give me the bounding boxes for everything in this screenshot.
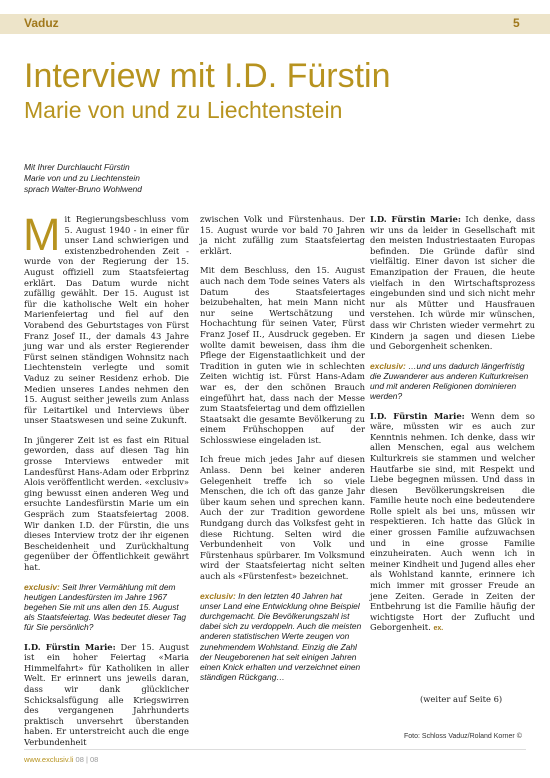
- question-text: Seit Ihrer Vermählung mit dem heutigen Landesfürsten im Jahre 1967 begehen Sie mit uns allen den 15. August als Staatsfeiertag. Was bedeutet dieser Tag für Sie persönlich?: [24, 581, 187, 633]
- interview-question: [370, 361, 535, 402]
- question-label: exclusiv:: [370, 360, 406, 371]
- paragraph-text: it Regierungsbeschluss vom 5. August 1940 - in einer für unser Land schwierigen und existenzbedrohenden Zeit - wurde von der Regierung der 15. August offiziell zum Staatsfeiertag erklärt. Das Datum wurde nicht zufällig gewählt. Der 15. August ist für die katholische Welt ein hoher Marienfeiertag und fiel auf den Vorabend des Geburtstages von Fürst Franz Josef II., der damals 43 Jahre jung war und als erster Regierender Fürst seinen ständigen Wohnsitz nach Liechtenstein verlegte und somit Vaduz zu seiner Residenz erhob. Die Medien unseres Landes nehmen den 15. August seither jeweils zum Anlass für Leitartikel und Interviews über unser Staatswesen und seine Zukunft.: [24, 214, 189, 426]
- intro-line: Mit Ihrer Durchlaucht Fürstin: [24, 162, 130, 172]
- interview-question: [24, 582, 189, 633]
- paragraph: zwischen Volk und Fürstenhaus. Der 15. August wurde vor bald 70 Jahren ja nicht zufällig zum Staatsfeiertag erklärt.: [200, 214, 365, 256]
- paragraph: Ich freue mich jedes Jahr auf diesen Anlass. Denn bei keiner anderen Gelegenheit treffe ich so viele Menschen, die ich oft das ganze Jahr über kaum sehen und sprechen kann. Auch der zur Tradition gewordene Rundgang durch das Volksfest geht in diese Richtung. Selten wird die Verbundenheit von Volk und Fürstenhaus spürbarer. Im Volksmund wird der Staatsfeiertag nicht selten auch als «Fürstenfest» bezeichnet.: [200, 454, 365, 581]
- interview-answer: [370, 411, 535, 635]
- answer-text: Wenn dem so wäre, müssten wir es auch zur Kenntnis nehmen. Ich denke, dass wir allen Menschen, egal aus welchem Kulturkreis sie stammen und welcher Hautfarbe sie sind, mit Respekt und Liebe begegnen müssen. Und dass in diesen Bevölkerungskreisen die Familie heute noch eine bedeutendere Rolle spielt als bei uns, müssen wir respektieren. Ich hatte das Glück in einer grossen Familie aufzuwachsen und in eine grosse Familie einzuheiraten. Auch wenn ich in meiner Kindheit und Jugend alles eher als Wohlstand kannte, erinnere ich mich immer mit grosser Freude an jene Zeiten. Gerade in Zeiten der Entbehrung ist die Familie häufig der wichtigste Hort der Zuflucht und Geborgenheit.: [370, 410, 535, 633]
- footer: [24, 755, 98, 764]
- answer-speaker: I.D. Fürstin Marie:: [24, 641, 116, 652]
- answer-speaker: I.D. Fürstin Marie:: [370, 410, 465, 421]
- photo-credit: Foto: Schloss Vaduz/Roland Korner ©: [404, 733, 522, 740]
- answer-text: Ich denke, dass wir uns da leider in Gesellschaft mit den meisten Industriestaaten Europas befinden. Die Gründe dafür sind vielfältig. Einer davon ist sicher die Emanzipation der Frauen, die heute vielfach in den Wirtschaftsprozess eingebunden sind und sich nicht mehr nur als Mütter und Hausfrauen verstehen. Ich würde mir wünschen, dass wir Christen wieder vermehrt zu Kindern ja sagen und diesen Liebe und Geborgenheit schenken.: [370, 214, 535, 352]
- intro-byline: [24, 162, 274, 195]
- footer-url[interactable]: www.exclusiv.li: [24, 755, 74, 764]
- intro-line: sprach Walter-Bruno Wohlwend: [24, 184, 142, 194]
- continued-note: (weiter auf Seite 6): [420, 694, 503, 704]
- question-text: In den letzten 40 Jahren hat unser Land eine Entwicklung ohne Beispiel durchgemacht. Die Bevölkerungszahl ist dabei sich zu verdoppeln. Auch die meisten anderen statistischen Werte zeugen von zunehmendem Wohlstand. Einzig die Zahl der Neugeborenen hat seit einigen Jahren einen Knick erhalten und verzeichnet einen ständigen Rückgang…: [200, 590, 362, 683]
- header-band: [0, 14, 550, 34]
- footer-issue: 08 | 08: [73, 755, 99, 764]
- text-column-1: [23, 209, 189, 757]
- drop-cap: M: [23, 209, 61, 260]
- page-header: [0, 0, 550, 56]
- interview-question: [200, 591, 365, 683]
- paragraph: In jüngerer Zeit ist es fast ein Ritual geworden, dass auf diesen Tag hin grosse Interviews entweder mit Landesfürst Hans-Adam oder Erbprinz Alois veröffentlicht werden. «exclusiv» ging bewusst einen anderen Weg und ersuchte Landesfürstin Marie um ein Gespräch zum Staatsfeiertag 2008. Wir danken I.D. der Fürstin, die uns dieses Interview trotz der ihr eigenen Bescheidenheit und Zurückhaltung gegenüber der Öffentlichkeit gewährt hat.: [24, 434, 189, 572]
- interview-answer: [24, 642, 189, 748]
- question-label: exclusiv:: [200, 590, 236, 601]
- question-label: exclusiv:: [24, 581, 60, 592]
- page-number: 5: [513, 16, 520, 30]
- section-label: Vaduz: [24, 16, 59, 30]
- end-mark: ex.: [433, 625, 444, 633]
- paragraph: Mit dem Beschluss, den 15. August auch nach dem Tode seines Vaters als Datum des Staatsfeiertages beizubehalten, hat mein Mann nicht nur seine Wertschätzung und Hochachtung für seinen Vater, Fürst Franz Josef II., Ausdruck gegeben. Er wollte damit beweisen, dass ihm die Pflege der Eigenstaatlichkeit und der Tradition in guten wie in schlechten Zeiten wichtig ist. Fürst Hans-Adam war es, der den schönen Brauch eingeführt hat, dass nach der Messe zum Staatsfeiertag und dem offiziellen Staatsakt die gesamte Bevölkerung zu einem Frühschoppen auf der Schlosswiese eingeladen ist.: [200, 265, 365, 445]
- intro-line: Marie von und zu Liechtenstein: [24, 173, 140, 183]
- answer-speaker: I.D. Fürstin Marie:: [370, 214, 461, 224]
- text-column-2: [200, 214, 365, 691]
- article-title: Interview mit I.D. Fürstin: [24, 57, 391, 95]
- interview-answer: [370, 214, 535, 352]
- article-subtitle: Marie von und zu Liechtenstein: [24, 97, 343, 123]
- question-text: …und uns dadurch längerfristig die Zuwanderer aus anderen Kulturkreisen und mit anderen Religionen dominieren werden?: [370, 360, 529, 402]
- text-column-3: [370, 214, 535, 644]
- paragraph: [23, 209, 189, 426]
- answer-text: Der 15. August ist ein hoher Feiertag «Maria Himmelfahrt» für Katholiken in aller Welt. Er erinnert uns jeweils daran, dass wir dank glücklicher Schicksalsfügung alle Kriegswirren des vergangenen Jahrhunderts praktisch unversehrt überstanden haben. Er unterstreicht auch die enge Verbundenheit: [24, 641, 189, 747]
- footer-divider: [24, 749, 526, 750]
